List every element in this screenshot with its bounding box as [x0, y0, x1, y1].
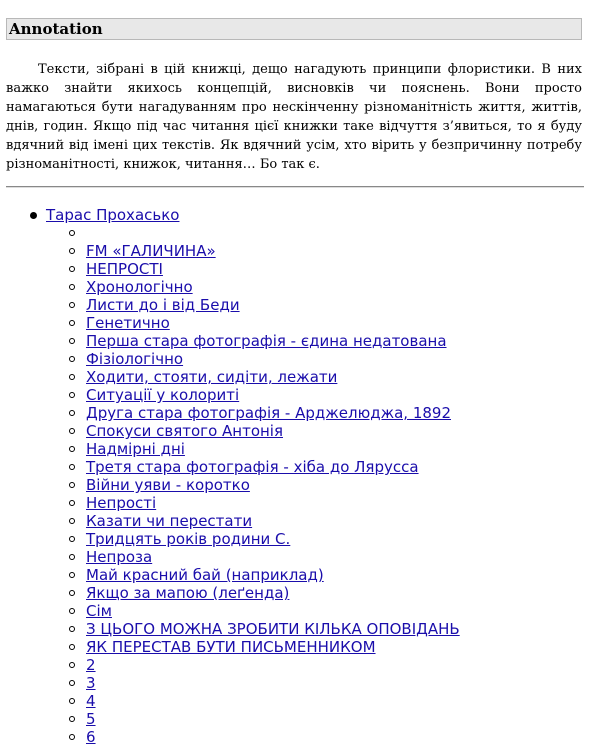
toc-chapter-link[interactable]: Листи до і від Беди: [86, 296, 240, 314]
filled-bullet-icon: [30, 212, 37, 219]
hollow-bullet-icon: [69, 662, 75, 668]
toc-chapter-item: [0, 692, 590, 710]
toc-author-item: [0, 206, 590, 224]
table-of-contents: [0, 206, 590, 746]
toc-chapter-link[interactable]: Війни уяви - коротко: [86, 476, 250, 494]
toc-chapter-item: [0, 404, 590, 422]
hollow-bullet-icon: [69, 644, 75, 650]
toc-chapter-item: [0, 530, 590, 548]
toc-chapter-link[interactable]: Тридцять років родини С.: [86, 530, 291, 548]
toc-chapter-link[interactable]: Друга стара фотографія - Арджелюджа, 1892: [86, 404, 451, 422]
toc-chapter-link[interactable]: ЯК ПЕРЕСТАВ БУТИ ПИСЬМЕННИКОМ: [86, 638, 376, 656]
hollow-bullet-icon: [69, 518, 75, 524]
hollow-bullet-icon: [69, 572, 75, 578]
toc-chapter-link[interactable]: Непрості: [86, 494, 157, 512]
toc-chapter-link[interactable]: Генетично: [86, 314, 170, 332]
toc-chapter-link[interactable]: 3: [86, 674, 96, 692]
toc-chapter-item: [0, 512, 590, 530]
toc-chapter-link[interactable]: Спокуси святого Антонія: [86, 422, 283, 440]
toc-chapter-link[interactable]: Третя стара фотографія - хіба до Лярусса: [86, 458, 419, 476]
toc-chapter-item: [0, 368, 590, 386]
toc-chapter-item: [0, 674, 590, 692]
toc-chapter-list: [0, 224, 590, 746]
toc-chapter-link[interactable]: 5: [86, 710, 96, 728]
toc-chapter-link[interactable]: Непроза: [86, 548, 153, 566]
toc-chapter-item: [0, 458, 590, 476]
toc-chapter-item: [0, 332, 590, 350]
toc-chapter-item: [0, 224, 590, 242]
toc-chapter-item: [0, 242, 590, 260]
toc-chapter-item: [0, 620, 590, 638]
hollow-bullet-icon: [69, 428, 75, 434]
annotation-text: Тексти, зібрані в цій книжці, дещо нагадують принципи флористики. В них важко знайти якихось концепцій, висновків чи пояснень. Вони просто намагаються бути нагадуванням про нескінченну різноманітність життя, життів, днів, годин. Якщо під час читання цієї книжки таке відчуття з’явиться, то я буду вдячний від імені цих текстів. Як вдячний усім, хто вірить у безпричинну потребу різноманітності, книжок, читання… Бо так є.: [6, 62, 582, 172]
toc-chapter-item: [0, 260, 590, 278]
toc-chapter-link[interactable]: Сім: [86, 602, 112, 620]
annotation-heading: Annotation: [6, 18, 582, 40]
toc-chapter-link[interactable]: Фізіологічно: [86, 350, 184, 368]
toc-chapter-item: [0, 476, 590, 494]
toc-chapter-item: [0, 296, 590, 314]
toc-chapter-link[interactable]: Казати чи перестати: [86, 512, 253, 530]
hollow-bullet-icon: [69, 374, 75, 380]
hollow-bullet-icon: [69, 338, 75, 344]
hollow-bullet-icon: [69, 230, 75, 236]
toc-chapter-item: [0, 278, 590, 296]
hollow-bullet-icon: [69, 698, 75, 704]
hollow-bullet-icon: [69, 716, 75, 722]
hollow-bullet-icon: [69, 536, 75, 542]
hollow-bullet-icon: [69, 302, 75, 308]
toc-chapter-link[interactable]: Май красний бай (наприклад): [86, 566, 324, 584]
hollow-bullet-icon: [69, 626, 75, 632]
toc-chapter-item: [0, 494, 590, 512]
hollow-bullet-icon: [69, 464, 75, 470]
horizontal-divider: [6, 186, 584, 188]
toc-chapter-item: [0, 548, 590, 566]
toc-chapter-item: [0, 386, 590, 404]
toc-chapter-item: [0, 656, 590, 674]
hollow-bullet-icon: [69, 392, 75, 398]
toc-chapter-item: [0, 584, 590, 602]
toc-chapter-item: [0, 710, 590, 728]
toc-chapter-link[interactable]: 2: [86, 656, 96, 674]
hollow-bullet-icon: [69, 248, 75, 254]
toc-chapter-link[interactable]: 4: [86, 692, 96, 710]
hollow-bullet-icon: [69, 410, 75, 416]
toc-chapter-item: [0, 638, 590, 656]
toc-chapter-link[interactable]: Надмірні дні: [86, 440, 185, 458]
hollow-bullet-icon: [69, 590, 75, 596]
toc-chapter-link[interactable]: НЕПРОСТІ: [86, 260, 163, 278]
toc-author-link[interactable]: Тарас Прохасько: [46, 206, 180, 224]
hollow-bullet-icon: [69, 284, 75, 290]
hollow-bullet-icon: [69, 320, 75, 326]
hollow-bullet-icon: [69, 680, 75, 686]
toc-chapter-link[interactable]: FM «ГАЛИЧИНА»: [86, 242, 216, 260]
toc-chapter-link[interactable]: Ходити, стояти, сидіти, лежати: [86, 368, 338, 386]
hollow-bullet-icon: [69, 266, 75, 272]
toc-chapter-item: [0, 728, 590, 746]
toc-chapter-link[interactable]: Ситуації у колориті: [86, 386, 240, 404]
hollow-bullet-icon: [69, 446, 75, 452]
toc-chapter-link[interactable]: 6: [86, 728, 96, 746]
toc-chapter-item: [0, 440, 590, 458]
toc-chapter-link[interactable]: Перша стара фотографія - єдина недатована: [86, 332, 447, 350]
toc-chapter-item: [0, 350, 590, 368]
toc-chapter-link[interactable]: Якщо за мапою (леґенда): [86, 584, 290, 602]
hollow-bullet-icon: [69, 608, 75, 614]
toc-chapter-link[interactable]: З ЦЬОГО МОЖНА ЗРОБИТИ КІЛЬКА ОПОВІДАНЬ: [86, 620, 460, 638]
toc-chapter-link[interactable]: Хронологічно: [86, 278, 193, 296]
toc-chapter-item: [0, 566, 590, 584]
hollow-bullet-icon: [69, 356, 75, 362]
hollow-bullet-icon: [69, 554, 75, 560]
hollow-bullet-icon: [69, 500, 75, 506]
toc-chapter-item: [0, 314, 590, 332]
toc-chapter-item: [0, 422, 590, 440]
hollow-bullet-icon: [69, 482, 75, 488]
toc-chapter-item: [0, 602, 590, 620]
hollow-bullet-icon: [69, 734, 75, 740]
